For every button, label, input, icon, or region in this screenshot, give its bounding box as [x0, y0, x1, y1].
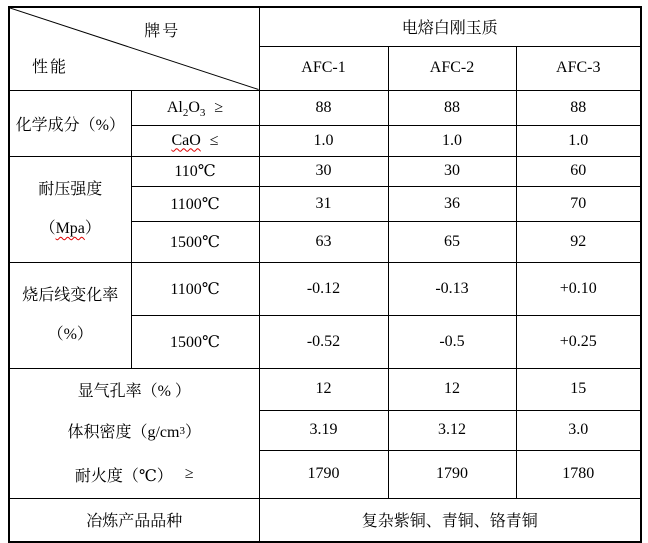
row-al2o3 [9, 90, 641, 125]
corner-performance-label: 性能 [32, 58, 69, 76]
value-cell: 36 [388, 186, 516, 221]
shrink-label-line2: （%） [47, 326, 93, 343]
param-temp: 1500℃ [131, 315, 259, 368]
gte-symbol: ≥ [184, 465, 194, 482]
param-al2o3 [131, 90, 259, 125]
grade-header-afc3: AFC-3 [516, 46, 641, 90]
value-cell: 63 [259, 221, 388, 262]
value-cell: +0.10 [516, 262, 641, 315]
strength-label-line2: （Mpa） [39, 220, 101, 237]
value-cell: -0.12 [259, 262, 388, 315]
value-cell: 60 [516, 156, 641, 186]
value-cell: 12 [388, 368, 516, 410]
value-cell: 3.19 [259, 410, 388, 450]
param-temp: 1500℃ [131, 221, 259, 262]
grade-header-afc1: AFC-1 [259, 46, 388, 90]
value-cell: 1790 [259, 451, 388, 498]
value-cell: -0.13 [388, 262, 516, 315]
value-cell: 12 [259, 368, 388, 410]
param-cao [131, 125, 259, 156]
value-cell: +0.25 [516, 315, 641, 368]
value-cell: 88 [259, 90, 388, 125]
param-temp: 1100℃ [131, 262, 259, 315]
lte-symbol: ≤ [209, 131, 219, 149]
cao-formula: CaO [171, 131, 201, 149]
corner-cell [9, 7, 259, 90]
value-cell: 3.12 [388, 410, 516, 450]
value-cell: -0.5 [388, 315, 516, 368]
value-cell: 88 [516, 90, 641, 125]
strength-label-line1: 耐压强度 [38, 180, 103, 198]
section-label-strength [9, 156, 131, 262]
value-cell: 15 [516, 368, 641, 410]
header-row-group [9, 7, 641, 46]
value-cell: 1.0 [259, 125, 388, 156]
corner-brand-label: 牌号 [144, 23, 181, 40]
products-label: 冶炼产品品种 [9, 498, 259, 542]
physical-labels-cell [9, 368, 259, 498]
value-cell: 65 [388, 221, 516, 262]
row-porosity [9, 368, 641, 410]
value-cell: 30 [259, 156, 388, 186]
value-cell: 88 [388, 90, 516, 125]
value-cell: 1790 [388, 451, 516, 498]
param-temp: 1100℃ [131, 186, 259, 221]
value-cell: 30 [388, 156, 516, 186]
grade-header-afc2: AFC-2 [388, 46, 516, 90]
diagonal-divider [10, 8, 259, 90]
value-cell: 3.0 [516, 410, 641, 450]
value-cell: 1.0 [388, 125, 516, 156]
density-label: 体积密度（g/cm 3 ） [67, 424, 201, 441]
refractoriness-label: 耐火度（℃） ≥ [74, 465, 194, 485]
section-label-chem: 化学成分（%） [9, 90, 131, 156]
gte-symbol: ≥ [214, 98, 224, 116]
value-cell: 1.0 [516, 125, 641, 156]
row-products [9, 498, 641, 542]
mpa-unit: Mpa [55, 220, 85, 237]
value-cell: 31 [259, 186, 388, 221]
value-cell: 70 [516, 186, 641, 221]
value-cell: 1780 [516, 451, 641, 498]
section-label-shrink [9, 262, 131, 368]
row-shrink-1100 [9, 262, 641, 315]
porosity-label: 显气孔率（% ） [77, 383, 191, 400]
param-temp: 110℃ [131, 156, 259, 186]
material-group-header: 电熔白刚玉质 [259, 7, 641, 46]
value-cell: 92 [516, 221, 641, 262]
value-cell: -0.52 [259, 315, 388, 368]
products-value: 复杂紫铜、青铜、铬青铜 [259, 498, 641, 542]
spec-table-sheet [8, 6, 642, 543]
product-spec-table [8, 6, 642, 543]
row-strength-110 [9, 156, 641, 186]
al2o3-formula: $Al_2O_3$ [166, 98, 206, 119]
shrink-label-line1: 烧后线变化率 [22, 286, 119, 304]
